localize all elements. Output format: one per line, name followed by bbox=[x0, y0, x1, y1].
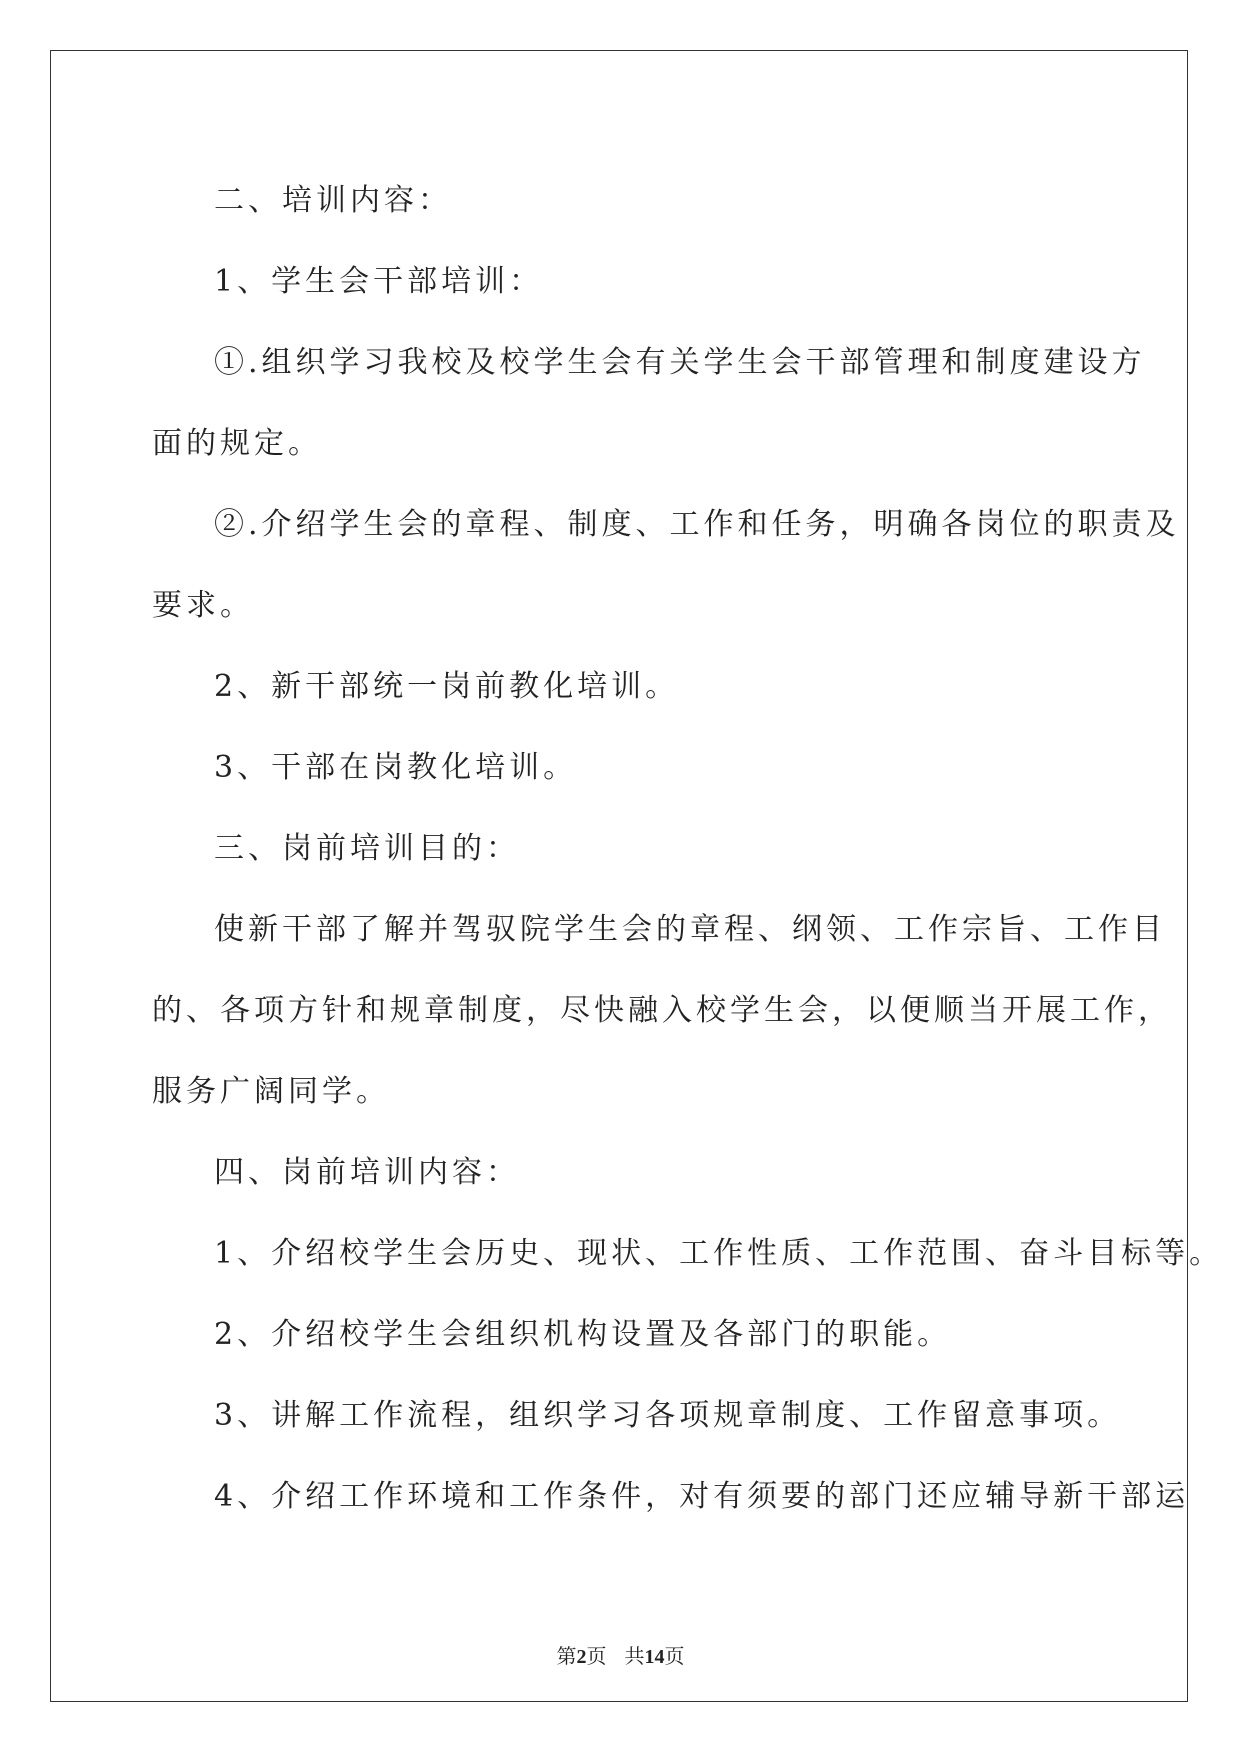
text-line: 四、岗前培训内容： bbox=[214, 1155, 520, 1190]
footer-page-suffix: 页 bbox=[586, 1646, 607, 1668]
text-line: ①.组织学习我校及校学生会有关学生会干部管理和制度建设方 bbox=[214, 345, 1146, 380]
text-line: 三、岗前培训目的： bbox=[214, 831, 520, 866]
text-line: 使新干部了解并驾驭院学生会的章程、纲领、工作宗旨、工作目 bbox=[214, 912, 1166, 947]
text-line: ②.介绍学生会的章程、制度、工作和任务，明确各岗位的职责及 bbox=[214, 507, 1180, 542]
document-body bbox=[152, 160, 1224, 1537]
text-line: 2、新干部统一岗前教化培训。 bbox=[214, 669, 680, 704]
footer-page-number: 2 bbox=[576, 1646, 587, 1668]
footer-total-pages: 14 bbox=[644, 1646, 665, 1668]
text-line: 服务广阔同学。 bbox=[152, 1074, 390, 1109]
page-footer bbox=[0, 1640, 1241, 1669]
text-line: 1、学生会干部培训： bbox=[214, 264, 544, 299]
text-line: 2、介绍校学生会组织机构设置及各部门的职能。 bbox=[214, 1317, 952, 1352]
text-line: 3、干部在岗教化培训。 bbox=[214, 750, 578, 785]
footer-page-prefix: 第 bbox=[556, 1646, 577, 1668]
footer-total-suffix: 页 bbox=[664, 1646, 685, 1668]
text-line: 4、介绍工作环境和工作条件，对有须要的部门还应辅导新干部运 bbox=[214, 1479, 1190, 1514]
text-line: 3、讲解工作流程，组织学习各项规章制度、工作留意事项。 bbox=[214, 1398, 1122, 1433]
text-line: 面的规定。 bbox=[152, 426, 322, 461]
text-line: 的、各项方针和规章制度，尽快融入校学生会，以便顺当开展工作， bbox=[152, 993, 1172, 1028]
footer-total-prefix: 共 bbox=[624, 1646, 645, 1668]
text-line: 二、培训内容： bbox=[214, 183, 452, 218]
text-line: 1、介绍校学生会历史、现状、工作性质、工作范围、奋斗目标等。 bbox=[214, 1236, 1224, 1271]
text-line: 要求。 bbox=[152, 588, 254, 623]
